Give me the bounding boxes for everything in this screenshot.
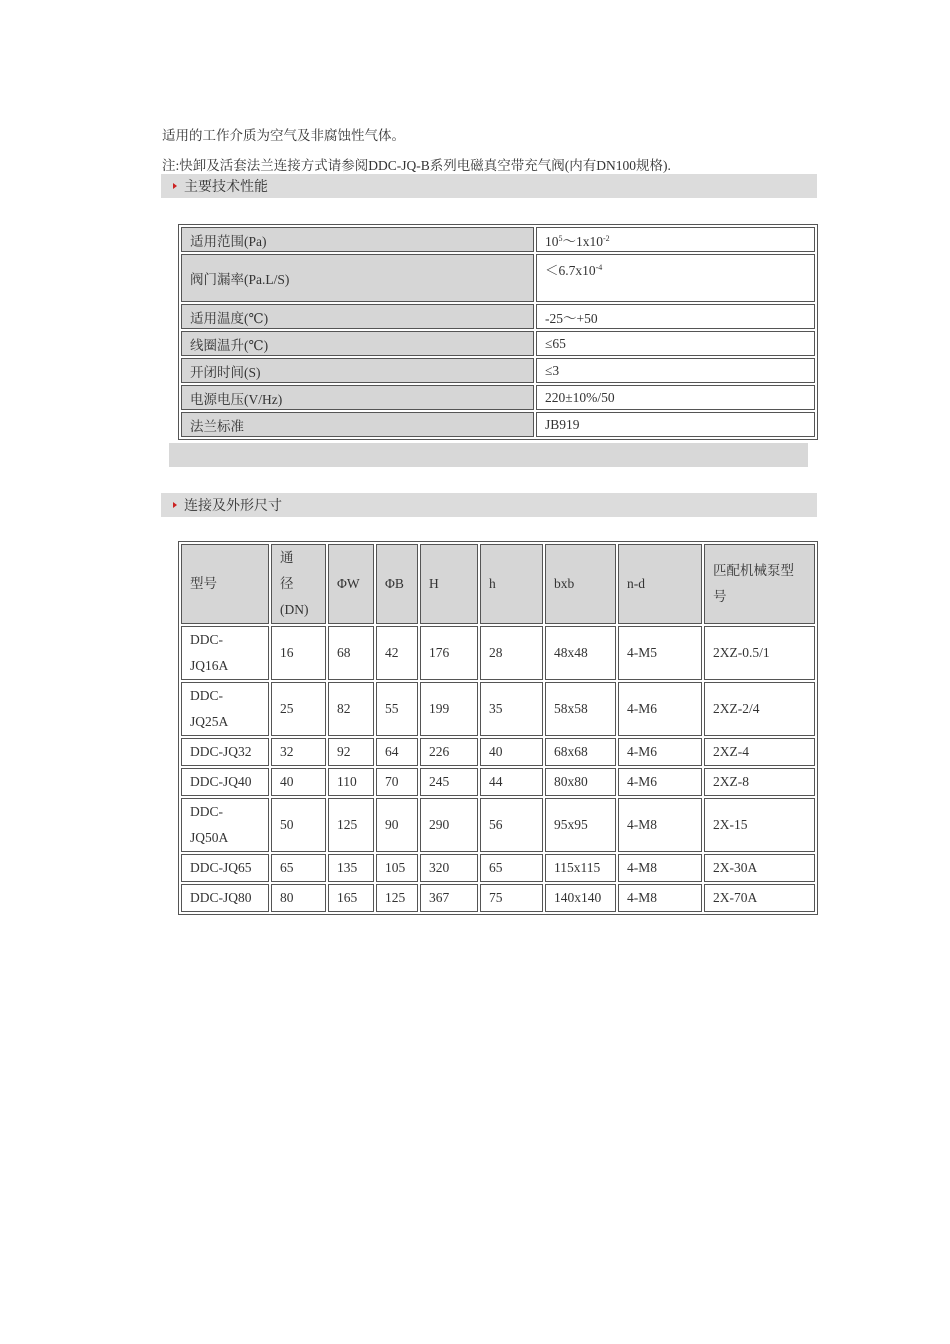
table-row [181, 682, 815, 736]
cell-pump: 2X-15 [704, 798, 815, 852]
col-dn: 通径 (DN) [271, 544, 326, 624]
cell-bxb: 48x48 [545, 626, 616, 680]
table-row [181, 227, 815, 252]
spec-label: 法兰标准 [181, 412, 534, 437]
spec-value: 220±10%/50 [536, 385, 815, 410]
cell-b: 70 [376, 768, 418, 796]
cell-w: 82 [328, 682, 374, 736]
cell-w: 92 [328, 738, 374, 766]
arrow-right-icon [173, 183, 177, 189]
table-row [181, 768, 815, 796]
table-row [181, 738, 815, 766]
col-H: H [420, 544, 478, 624]
spec-label: 阀门漏率(Pa.L/S) [181, 254, 534, 302]
cell-h: 28 [480, 626, 543, 680]
section-title: 连接及外形尺寸 [184, 499, 282, 514]
spec-label: 开闭时间(S) [181, 358, 534, 383]
col-b: ΦB [376, 544, 418, 624]
cell-model: DDC- JQ16A [181, 626, 269, 680]
cell-bxb: 58x58 [545, 682, 616, 736]
spec-value: ≤3 [536, 358, 815, 383]
cell-pump: 2X-70A [704, 884, 815, 912]
cell-dn: 65 [271, 854, 326, 882]
cell-H: 290 [420, 798, 478, 852]
cell-dn: 25 [271, 682, 326, 736]
table-row [181, 254, 815, 302]
table-row [181, 798, 815, 852]
cell-nd: 4-M6 [618, 738, 702, 766]
cell-pump: 2XZ-2/4 [704, 682, 815, 736]
performance-table [178, 224, 818, 440]
spec-value: $10^5\sim 1x10^{-2}$ [536, 227, 815, 252]
cell-w: 110 [328, 768, 374, 796]
col-nd: n-d [618, 544, 702, 624]
cell-H: 320 [420, 854, 478, 882]
cell-pump: 2XZ-4 [704, 738, 815, 766]
cell-bxb: 140x140 [545, 884, 616, 912]
cell-nd: 4-M8 [618, 854, 702, 882]
spec-label: 适用温度(℃) [181, 304, 534, 329]
cell-model: DDC-JQ40 [181, 768, 269, 796]
section-title: 主要技术性能 [184, 180, 268, 195]
cell-dn: 40 [271, 768, 326, 796]
cell-h: 44 [480, 768, 543, 796]
cell-model: DDC-JQ80 [181, 884, 269, 912]
spec-label: 线圈温升(℃) [181, 331, 534, 356]
col-bxb: bxb [545, 544, 616, 624]
cell-nd: 4-M6 [618, 768, 702, 796]
table-row [181, 884, 815, 912]
table-row [181, 304, 815, 329]
col-pump: 匹配机械泵型号 [704, 544, 815, 624]
cell-h: 65 [480, 854, 543, 882]
cell-w: 165 [328, 884, 374, 912]
cell-nd: 4-M6 [618, 682, 702, 736]
cell-bxb: 95x95 [545, 798, 616, 852]
cell-dn: 32 [271, 738, 326, 766]
cell-b: 64 [376, 738, 418, 766]
cell-nd: 4-M8 [618, 798, 702, 852]
table-row [181, 412, 815, 437]
cell-H: 245 [420, 768, 478, 796]
table-row [181, 626, 815, 680]
table-header-row [181, 544, 815, 624]
cell-model: DDC-JQ65 [181, 854, 269, 882]
spec-value: -25～+50 [536, 304, 815, 329]
table-row [181, 385, 815, 410]
col-model: 型号 [181, 544, 269, 624]
cell-pump: 2XZ-0.5/1 [704, 626, 815, 680]
cell-nd: 4-M5 [618, 626, 702, 680]
dimensions-table [178, 541, 818, 915]
cell-w: 125 [328, 798, 374, 852]
cell-model: DDC-JQ32 [181, 738, 269, 766]
intro-note: 注:快卸及活套法兰连接方式请参阅DDC-JQ-B系列电磁真空带充气阀(内有DN100规格). [162, 158, 671, 173]
cell-pump: 2XZ-8 [704, 768, 815, 796]
cell-dn: 80 [271, 884, 326, 912]
cell-bxb: 115x115 [545, 854, 616, 882]
cell-H: 226 [420, 738, 478, 766]
cell-model: DDC- JQ25A [181, 682, 269, 736]
cell-nd: 4-M8 [618, 884, 702, 912]
cell-dn: 50 [271, 798, 326, 852]
spec-value: ≤65 [536, 331, 815, 356]
cell-pump: 2X-30A [704, 854, 815, 882]
table-row [181, 331, 815, 356]
table-row [181, 358, 815, 383]
cell-H: 367 [420, 884, 478, 912]
cell-b: 125 [376, 884, 418, 912]
cell-dn: 16 [271, 626, 326, 680]
cell-bxb: 68x68 [545, 738, 616, 766]
cell-w: 135 [328, 854, 374, 882]
cell-b: 55 [376, 682, 418, 736]
spec-value: $<6.7x10^{-4}$ [536, 254, 815, 302]
section-header-performance [161, 174, 817, 198]
cell-H: 199 [420, 682, 478, 736]
cell-H: 176 [420, 626, 478, 680]
cell-h: 75 [480, 884, 543, 912]
cell-b: 42 [376, 626, 418, 680]
table-row [181, 854, 815, 882]
cell-h: 56 [480, 798, 543, 852]
cell-b: 90 [376, 798, 418, 852]
divider-strip [169, 443, 808, 467]
cell-h: 40 [480, 738, 543, 766]
section-header-dimensions [161, 493, 817, 517]
cell-h: 35 [480, 682, 543, 736]
cell-model: DDC- JQ50A [181, 798, 269, 852]
intro-text: 适用的工作介质为空气及非腐蚀性气体。 [162, 128, 405, 143]
cell-w: 68 [328, 626, 374, 680]
spec-value: JB919 [536, 412, 815, 437]
arrow-right-icon [173, 502, 177, 508]
spec-label: 电源电压(V/Hz) [181, 385, 534, 410]
spec-label: 适用范围(Pa) [181, 227, 534, 252]
col-h: h [480, 544, 543, 624]
cell-bxb: 80x80 [545, 768, 616, 796]
cell-b: 105 [376, 854, 418, 882]
col-w: ΦW [328, 544, 374, 624]
